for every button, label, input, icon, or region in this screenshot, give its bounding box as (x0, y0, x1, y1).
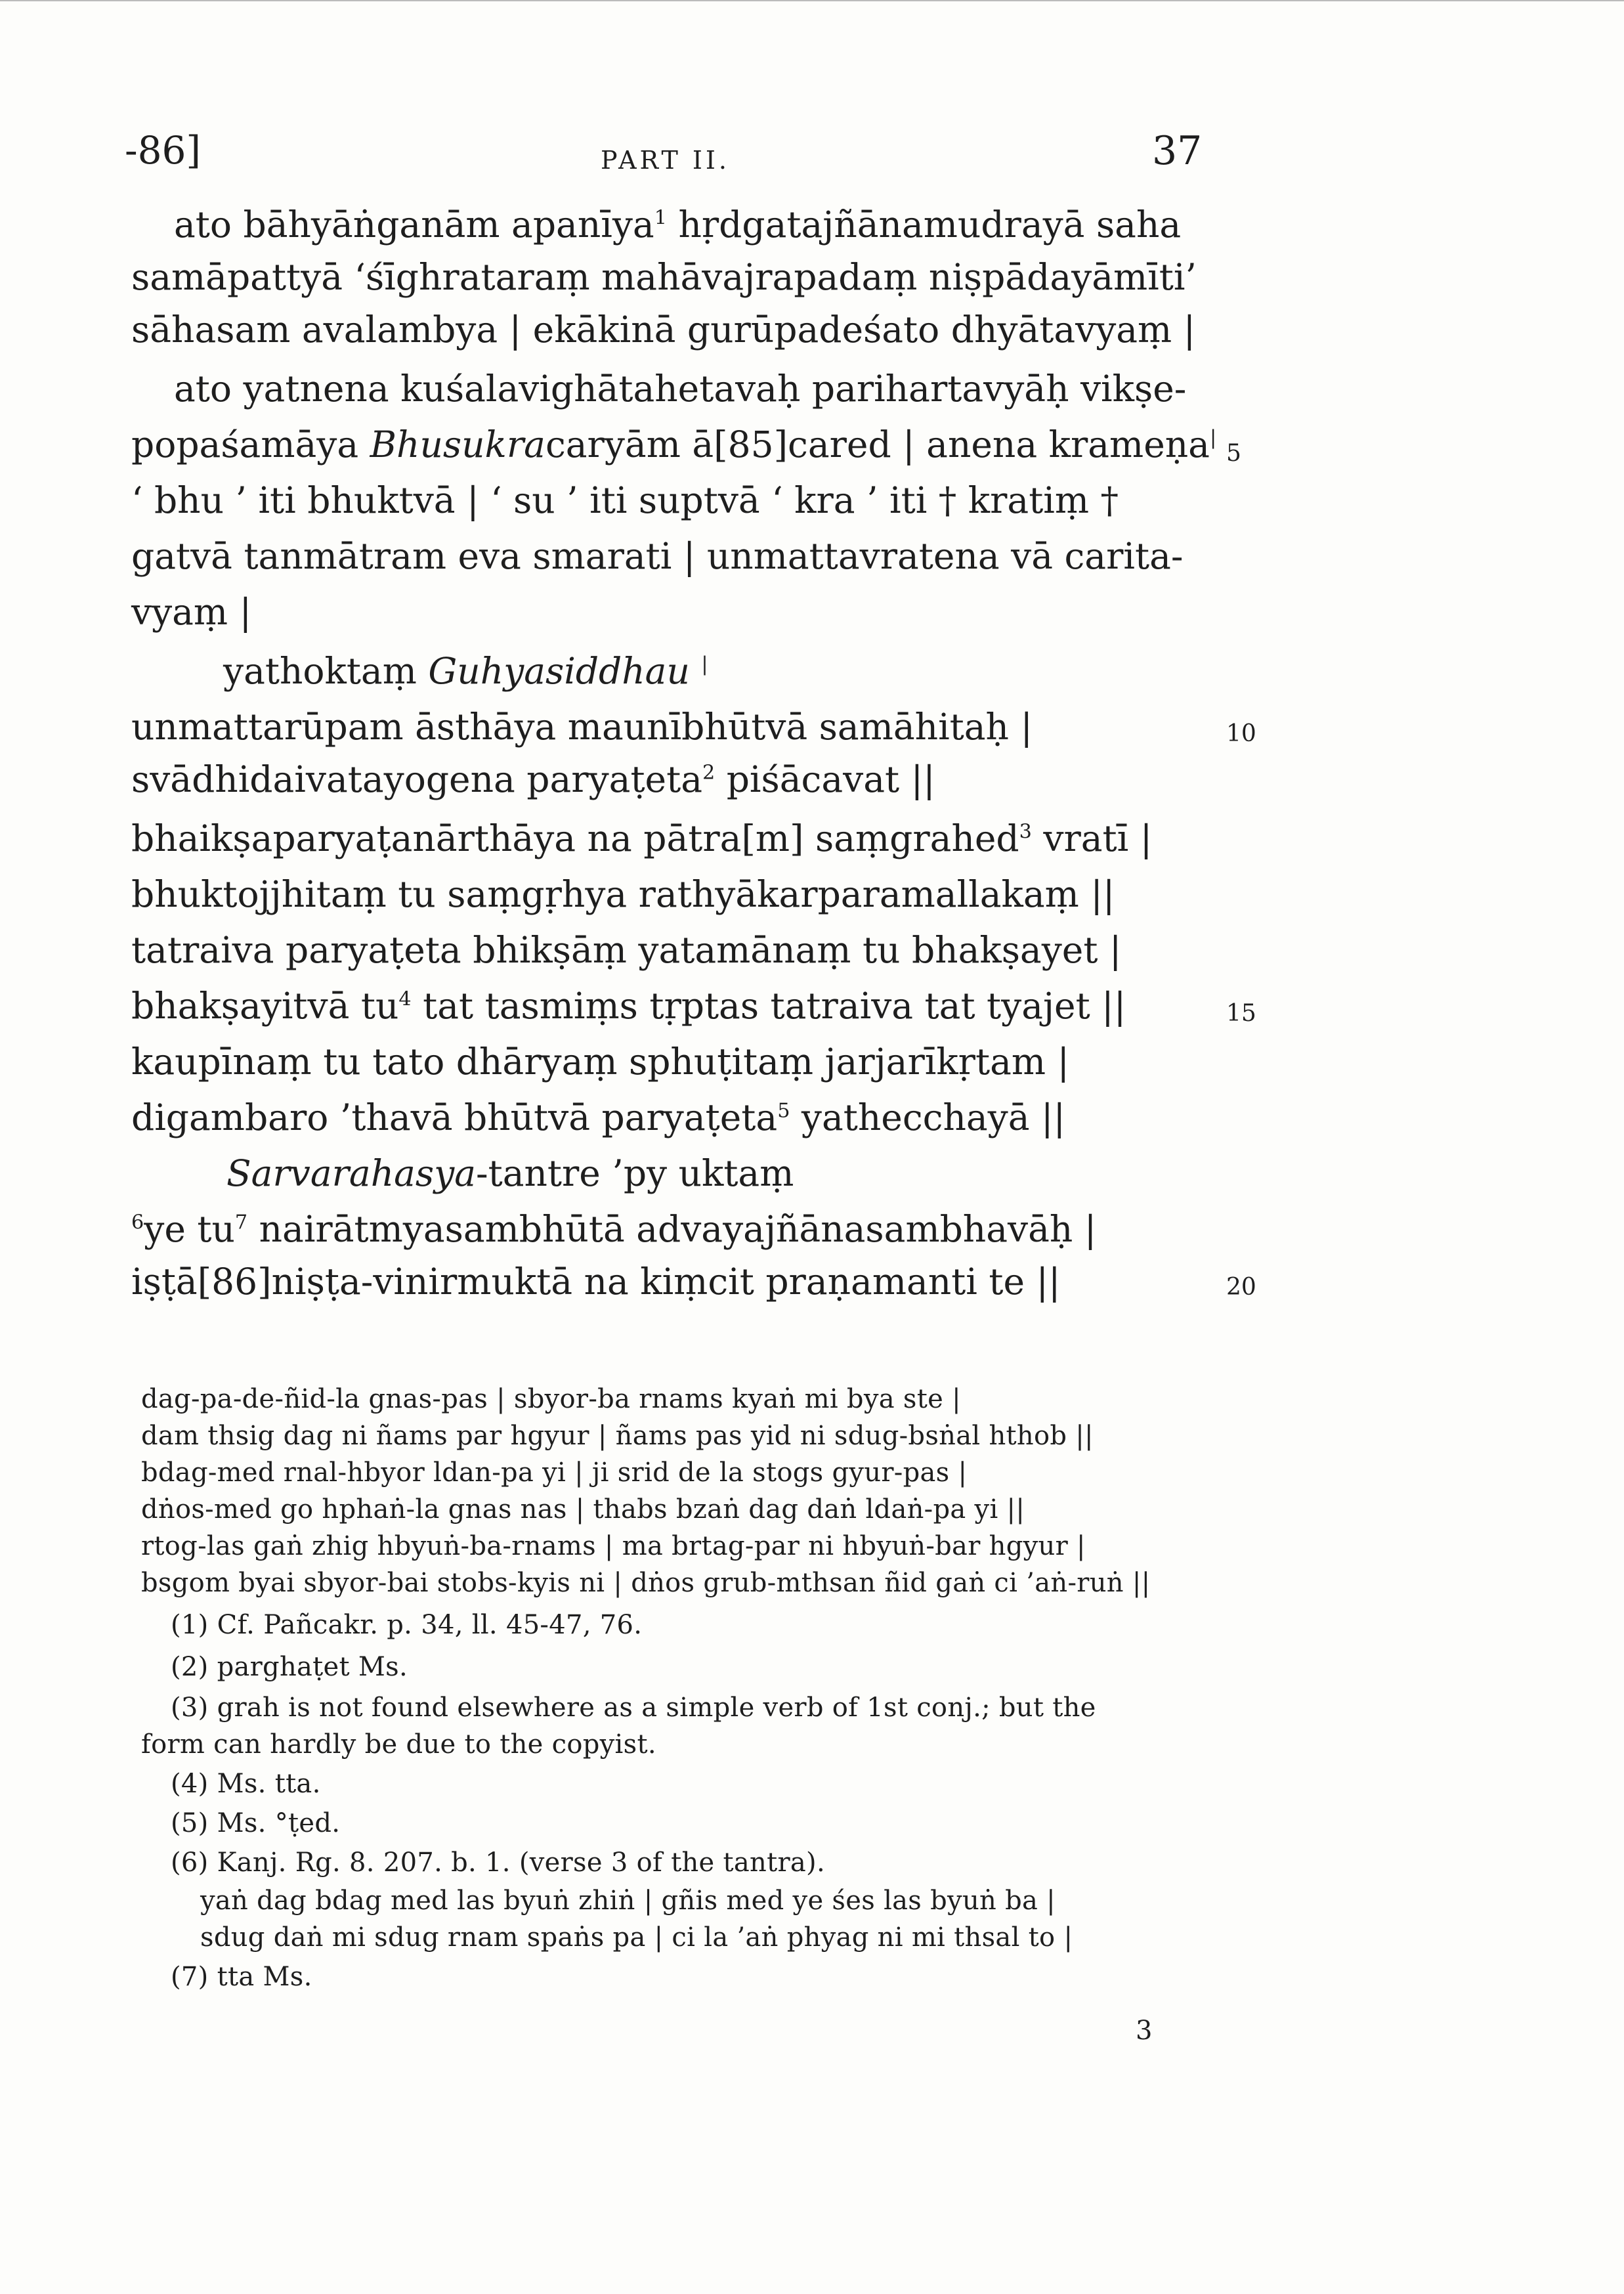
footnote-line: (1) Cf. Pañcakr. p. 34, ll. 45-47, 76. (171, 1610, 643, 1640)
text-line: bhakṣayitvā $tu^4$ tat tasmiṃs tṛptas tatraiva tat tyajet || (131, 985, 1126, 1027)
page-range-header: -86] (125, 128, 202, 173)
text-line: gatvā tanmātram eva smarati | unmattavratena vā carita- (131, 535, 1184, 577)
footnote-line: rtog-las gaṅ zhig hbyuṅ-ba-rnams | ma brtag-par ni hbyuṅ-bar hgyur | (141, 1531, 1086, 1561)
footnote-line: dam thsig dag ni ñams par hgyur | ñams pas yid ni sdug-bsṅal hthob || (141, 1421, 1094, 1451)
text-line: bhuktojjhitaṃ tu saṃgṛhya rathyākarparamallakaṃ || (131, 873, 1115, 915)
text-line: yathoktaṃ Guhyasiddhau | (223, 650, 708, 692)
footnote-line: (3) grah is not found elsewhere as a simple verb of 1st conj.; but the (171, 1693, 1096, 1723)
footnote-line: sdug daṅ mi sdug rnam spaṅs pa | ci la ’aṅ phyag ni mi thsal to | (200, 1922, 1073, 1953)
text-line: iṣṭā[86]niṣṭa-vinirmuktā na kiṃcit praṇamanti te || (131, 1261, 1061, 1303)
footnote-line: (5) Ms. °ṭed. (171, 1808, 341, 1838)
footnote-line: yaṅ dag bdag med las byuṅ zhiṅ | gñis med ye śes las byuṅ ba | (200, 1886, 1056, 1916)
footnote-line: bsgom byai sbyor-bai stobs-kyis ni | dṅos grub-mthsan ñid gaṅ ci ’aṅ-ruṅ || (141, 1568, 1151, 1598)
scan-edge (0, 0, 1624, 9)
signature-mark: 3 (1136, 2016, 1153, 2046)
text-line: popaśamāya Bhusukracaryām ā[85]cared | anena krameṇa| (131, 423, 1217, 465)
text-line: samāpattyā ‘śīghrataraṃ mahāvajrapadaṃ niṣpādayāmīti’ (131, 256, 1197, 298)
text-line: $^6$ye $tu^7$ nairātmyasambhūtā advayajñānasambhavāḥ | (131, 1208, 1097, 1250)
footnote-line: (6) Kanj. Rg. 8. 207. b. 1. (verse 3 of the tantra). (171, 1848, 825, 1878)
line-number: 20 (1226, 1274, 1256, 1301)
line-number: 15 (1226, 1000, 1256, 1027)
text-line: ‘ bhu ’ iti bhuktvā | ‘ su ’ iti suptvā ‘ kra ’ iti † kratiṃ † (131, 479, 1119, 521)
footnote-line: (7) tta Ms. (171, 1962, 312, 1992)
footnote-line: dag-pa-de-ñid-la gnas-pas | sbyor-ba rnams kyaṅ mi bya ste | (141, 1384, 961, 1414)
text-line: unmattarūpam āsthāya maunībhūtvā samāhitaḥ | (131, 706, 1033, 748)
running-title: PART II. (601, 146, 730, 175)
text-line: kaupīnaṃ tu tato dhāryaṃ sphuṭitaṃ jarjarīkṛtam | (131, 1041, 1070, 1083)
text-line: ato yatnena kuśalavighātahetavaḥ parihartavyāḥ vikṣe- (174, 368, 1187, 410)
footnote-line: (2) parghaṭet Ms. (171, 1652, 408, 1682)
text-line: tatraiva paryaṭeta bhikṣāṃ yatamānaṃ tu bhakṣayet | (131, 929, 1122, 971)
line-number: 10 (1226, 720, 1256, 747)
line-number: 5 (1226, 440, 1241, 467)
page-number: 37 (1152, 128, 1203, 174)
text-line: vyaṃ | (131, 591, 252, 633)
text-line: svādhidaivatayogena paryaṭeta$^2$ piśācavat || (131, 758, 935, 800)
footnote-line: form can hardly be due to the copyist. (141, 1729, 656, 1760)
footnote-line: bdag-med rnal-hbyor ldan-pa yi | ji srid de la stogs gyur-pas | (141, 1458, 968, 1488)
text-line: Sarvarahasya-tantre ’py uktaṃ (226, 1152, 794, 1194)
text-line: bhaikṣaparyaṭanārthāya na pātra[m] saṃgrahed$^3$ vratī | (131, 817, 1153, 859)
text-line: sāhasam avalambya | ekākinā gurūpadeśato dhyātavyaṃ | (131, 309, 1196, 351)
text-line: digambaro ’thavā bhūtvā paryaṭeta$^5$ yathecchayā || (131, 1096, 1066, 1138)
footnote-line: dṅos-med go hphaṅ-la gnas nas | thabs bzaṅ dag daṅ ldaṅ-pa yi || (141, 1494, 1025, 1525)
footnote-line: (4) Ms. tta. (171, 1769, 321, 1799)
text-line: ato bāhyāṅganām apanīya$^1$ hṛdgatajñānamudrayā saha (174, 204, 1182, 246)
